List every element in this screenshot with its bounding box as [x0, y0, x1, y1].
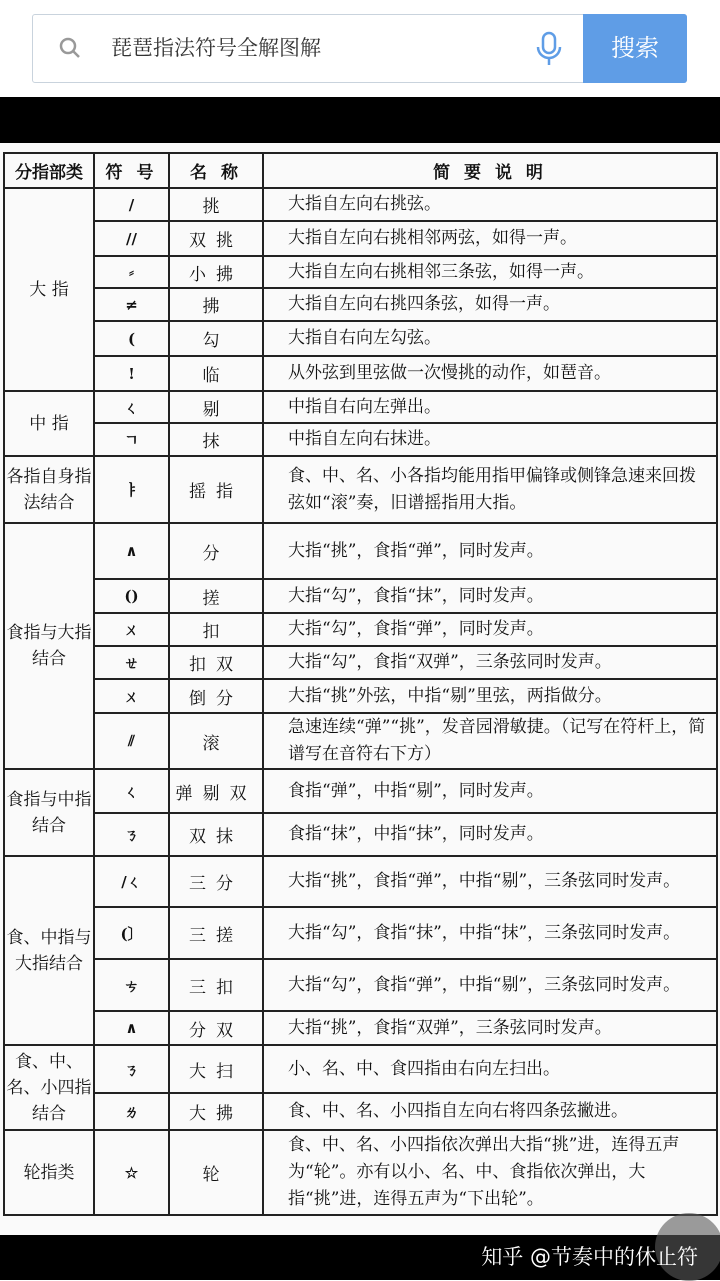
description-cell: 大指“挑”，食指“弹”，同时发声。 — [263, 523, 717, 579]
table-row — [4, 1130, 717, 1215]
table-row — [4, 256, 717, 288]
category-cell: 中 指 — [4, 391, 94, 456]
category-cell: 食指与大指结合 — [4, 523, 94, 769]
table-row — [4, 579, 717, 613]
category-cell: 食指与中指结合 — [4, 769, 94, 856]
symbol-cell: ㄘ — [94, 959, 169, 1011]
symbol-cell: ㄨ — [94, 679, 169, 713]
table-row — [4, 188, 717, 221]
symbol-cell: ( — [94, 321, 169, 356]
pipa-fingering-table-image[interactable] — [0, 143, 720, 1235]
name-cell: 三搓 — [169, 907, 263, 959]
name-cell: 剔 — [169, 391, 263, 423]
name-cell: 双挑 — [169, 221, 263, 256]
header-name: 名 称 — [169, 153, 263, 188]
fingering-table — [3, 152, 718, 1216]
table-row — [4, 1011, 717, 1045]
symbol-cell: /ㄑ — [94, 856, 169, 907]
symbol-cell: ⫽ — [94, 713, 169, 769]
name-cell: 大扫 — [169, 1045, 263, 1093]
symbol-cell: ㄝ — [94, 646, 169, 679]
watermark: 知乎 @节奏中的休止符 — [481, 1245, 698, 1269]
table-row — [4, 321, 717, 356]
name-cell: 分双 — [169, 1011, 263, 1045]
table-row — [4, 456, 717, 523]
description-cell: 大指“挑”外弦，中指“剔”里弦，两指做分。 — [263, 679, 717, 713]
name-cell: 滚 — [169, 713, 263, 769]
name-cell: 大拂 — [169, 1093, 263, 1130]
search-button[interactable]: 搜索 — [583, 14, 687, 83]
table-row — [4, 356, 717, 391]
symbol-cell: / — [94, 188, 169, 221]
symbol-cell: ☆ — [94, 1130, 169, 1215]
description-cell: 中指自右向左弹出。 — [263, 391, 717, 423]
description-cell: 大指自左向右挑相邻三条弦，如得一声。 — [263, 256, 717, 288]
category-cell: 食、中、名、小四指结合 — [4, 1045, 94, 1130]
symbol-cell: ∧ — [94, 1011, 169, 1045]
symbol-cell: // — [94, 221, 169, 256]
symbol-cell: ㄱ — [94, 423, 169, 456]
description-cell: 大指“勾”，食指“双弹”，三条弦同时发声。 — [263, 646, 717, 679]
name-cell: 分 — [169, 523, 263, 579]
header-category: 分指部类 — [4, 153, 94, 188]
symbol-cell: ㄌ — [94, 1093, 169, 1130]
table-row — [4, 713, 717, 769]
description-cell: 食指“弹”，中指“剔”，同时发声。 — [263, 769, 717, 813]
description-cell: 大指自右向左勾弦。 — [263, 321, 717, 356]
name-cell: 摇指 — [169, 456, 263, 523]
symbol-cell: ㅑ — [94, 456, 169, 523]
table-row — [4, 221, 717, 256]
category-cell: 各指自身指法结合 — [4, 456, 94, 523]
microphone-icon[interactable] — [535, 31, 563, 67]
search-icon — [59, 37, 81, 59]
table-header — [4, 153, 717, 188]
search-input[interactable] — [111, 15, 511, 82]
table-row — [4, 959, 717, 1011]
table-row — [4, 856, 717, 907]
symbol-cell: ㄑ — [94, 391, 169, 423]
description-cell: 中指自左向右抹进。 — [263, 423, 717, 456]
description-cell: 大指“勾”，食指“弹”，中指“剔”，三条弦同时发声。 — [263, 959, 717, 1011]
symbol-cell: ㄋ — [94, 1045, 169, 1093]
description-cell: 食、中、名、小四指依次弹出大指“挑”进，连得五声为“轮”。亦有以小、名、中、食指依次弹出，大指“挑”进，连得五声为“下出轮”。 — [263, 1130, 717, 1215]
symbol-cell: ㄋ — [94, 813, 169, 856]
description-cell: 大指“挑”，食指“双弹”，三条弦同时发声。 — [263, 1011, 717, 1045]
symbol-cell: ㄑ — [94, 769, 169, 813]
table-row — [4, 679, 717, 713]
symbol-cell: ∧ — [94, 523, 169, 579]
name-cell: 小拂 — [169, 256, 263, 288]
symbol-cell: (〕 — [94, 907, 169, 959]
name-cell: 轮 — [169, 1130, 263, 1215]
description-cell: 食、中、名、小各指均能用指甲偏锋或侧锋急速来回拨弦如“滚”奏，旧谱摇指用大指。 — [263, 456, 717, 523]
name-cell: 倒分 — [169, 679, 263, 713]
table-row — [4, 423, 717, 456]
description-cell: 大指自左向右挑四条弦，如得一声。 — [263, 288, 717, 321]
name-cell: 扣双 — [169, 646, 263, 679]
symbol-cell: ! — [94, 356, 169, 391]
category-cell: 食、中指与大指结合 — [4, 856, 94, 1045]
name-cell: 三扣 — [169, 959, 263, 1011]
name-cell: 弹剔双 — [169, 769, 263, 813]
name-cell: 三分 — [169, 856, 263, 907]
table-row — [4, 1093, 717, 1130]
description-cell: 大指“勾”，食指“抹”，中指“抹”，三条弦同时发声。 — [263, 907, 717, 959]
table-row — [4, 613, 717, 646]
description-cell: 从外弦到里弦做一次慢挑的动作，如琶音。 — [263, 356, 717, 391]
name-cell: 临 — [169, 356, 263, 391]
description-cell: 大指自左向右挑弦。 — [263, 188, 717, 221]
image-top-band — [0, 97, 720, 143]
search-bar — [32, 14, 687, 83]
name-cell: 抹 — [169, 423, 263, 456]
table-row — [4, 391, 717, 423]
symbol-cell: () — [94, 579, 169, 613]
table-row — [4, 523, 717, 579]
category-cell: 大 指 — [4, 188, 94, 391]
table-row — [4, 646, 717, 679]
header-symbol: 符 号 — [94, 153, 169, 188]
description-cell: 食、中、名、小四指自左向右将四条弦撇进。 — [263, 1093, 717, 1130]
name-cell: 双抹 — [169, 813, 263, 856]
description-cell: 大指“勾”，食指“抹”，同时发声。 — [263, 579, 717, 613]
table-row — [4, 769, 717, 813]
name-cell: 拂 — [169, 288, 263, 321]
description-cell: 急速连续“弹”“挑”，发音园滑敏捷。（记写在符杆上，简谱写在音符右下方） — [263, 713, 717, 769]
description-cell: 大指“挑”，食指“弹”，中指“剔”，三条弦同时发声。 — [263, 856, 717, 907]
table-row — [4, 813, 717, 856]
name-cell: 挑 — [169, 188, 263, 221]
symbol-cell: ⸗ — [94, 256, 169, 288]
table-row — [4, 907, 717, 959]
table-row — [4, 288, 717, 321]
name-cell: 搓 — [169, 579, 263, 613]
name-cell: 扣 — [169, 613, 263, 646]
description-cell: 大指“勾”，食指“弹”，同时发声。 — [263, 613, 717, 646]
header-description: 简 要 说 明 — [263, 153, 717, 188]
category-cell: 轮指类 — [4, 1130, 94, 1215]
symbol-cell: ㄨ — [94, 613, 169, 646]
description-cell: 小、名、中、食四指由右向左扫出。 — [263, 1045, 717, 1093]
description-cell: 食指“抹”，中指“抹”，同时发声。 — [263, 813, 717, 856]
table-row — [4, 1045, 717, 1093]
name-cell: 勾 — [169, 321, 263, 356]
symbol-cell: ≠ — [94, 288, 169, 321]
description-cell: 大指自左向右挑相邻两弦，如得一声。 — [263, 221, 717, 256]
